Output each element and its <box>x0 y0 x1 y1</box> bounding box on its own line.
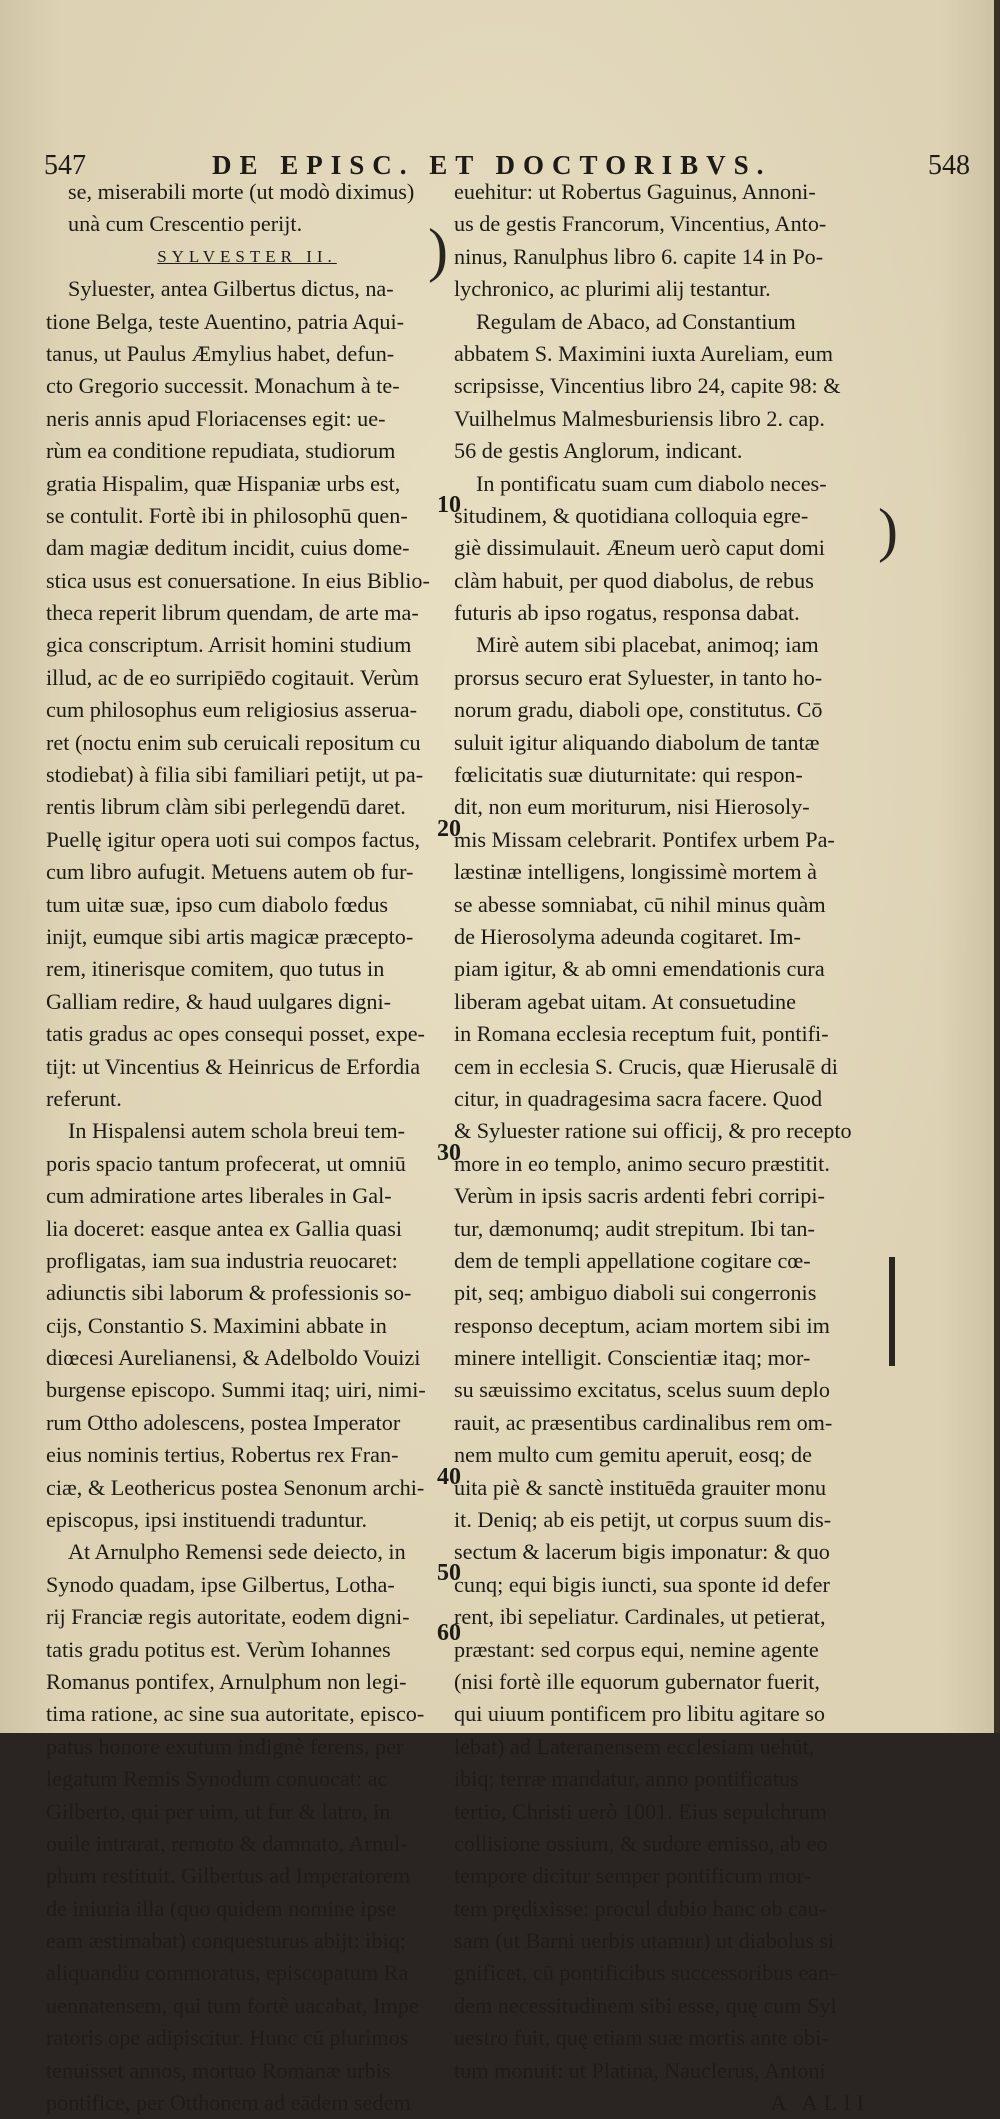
text-line: Verùm in ipsis sacris ardenti febri corripi- <box>454 1183 825 1209</box>
text-line: tima ratione, ac sine sua autoritate, episco- <box>46 1701 425 1727</box>
marginal-bracket: | <box>880 1233 905 1366</box>
text-line: ouile intrarat, remoto & damnato, Arnul- <box>46 1830 408 1856</box>
text-line: tur, dæmonumq; audit strepitum. Ibi tan- <box>454 1215 815 1241</box>
text-line: tanus, ut Paulus Æmylius habet, defun- <box>46 340 395 366</box>
text-line: Mirè autem sibi placebat, animoq; iam <box>476 632 819 658</box>
line-number-20: 20 <box>437 816 461 842</box>
text-line: collisione ossium, & sudore emisso, ab eo <box>454 1830 828 1856</box>
text-line: de iniuria illa (quo quidem nomine ipse <box>46 1895 396 1921</box>
text-line: dem de templi appellatione cogitare cœ- <box>454 1247 811 1273</box>
text-line: in Romana ecclesia receptum fuit, pontifi- <box>454 1021 829 1047</box>
text-line: se, miserabili morte (ut modò diximus) <box>68 179 415 204</box>
left-page-number: 547 <box>44 150 86 181</box>
text-line: qui uiuum pontificem pro libitu agitare so <box>454 1701 825 1727</box>
text-line: neris annis apud Floriacenses egit: ue- <box>46 405 386 431</box>
text-line: tertio, Christi uerò 1001. Eius sepulchrum <box>454 1798 827 1824</box>
text-line: In pontificatu suam cum diabolo neces- <box>476 470 827 496</box>
text-line: dem necessitudinem sibi esse, quę cum Syl <box>454 1992 837 2018</box>
text-line: cum libro aufugit. Metuens autem ob fur- <box>46 859 414 885</box>
text-line: tatis gradus ac opes consequi posset, expe- <box>46 1021 425 1047</box>
line-number-30: 30 <box>437 1140 461 1166</box>
text-line: Syluester, antea Gilbertus dictus, na- <box>68 276 394 302</box>
text-line: liberam agebat uitam. At consuetudine <box>454 988 796 1014</box>
text-line: Regulam de Abaco, ad Constantium <box>476 308 796 334</box>
text-line: Gilberto, qui per uim, ut fur & latro, in <box>46 1798 391 1824</box>
text-line: more in eo templo, animo securo præstitit. <box>454 1150 830 1176</box>
text-line: rùm ea conditione repudiata, studiorum <box>46 438 396 464</box>
text-line: rauit, ac præsentibus cardinalibus rem om- <box>454 1409 833 1435</box>
text-line: dit, non eum moriturum, nisi Hierosoly- <box>454 794 810 820</box>
text-line: gratia Hispalim, quæ Hispaniæ urbs est, <box>46 470 401 496</box>
text-line: phum restituit. Gilbertus ad Imperatorem <box>46 1863 411 1889</box>
text-line: clàm habuit, per quod diabolus, de rebus <box>454 567 814 593</box>
text-line: cem in ecclesia S. Crucis, quæ Hierusalē di <box>454 1053 838 1079</box>
text-line: profligatas, iam sua industria reuocaret: <box>46 1247 398 1273</box>
text-line: abbatem S. Maximini iuxta Aureliam, eum <box>454 340 833 366</box>
text-line: giè dissimulauit. Æneum uerò caput domi <box>454 535 825 561</box>
text-line: se abesse somniabat, cū nihil minus quàm <box>454 891 826 917</box>
text-line: rem, itinerisque comitem, quo tutus in <box>46 956 385 982</box>
text-line: præstant: sed corpus equi, nemine agente <box>454 1636 819 1662</box>
text-line: norum gradu, diaboli ope, constitutus. Cō <box>454 697 823 723</box>
text-line: ibiq; terræ mandatur, anno pontificatus <box>454 1766 799 1792</box>
marginal-bracket: ) <box>878 497 898 563</box>
text-line: rent, ibi sepeliatur. Cardinales, ut petierat, <box>454 1604 826 1630</box>
text-line: gica conscriptum. Arrisit homini studium <box>46 632 412 658</box>
text-line: uita piè & sanctè instituēda grauiter monu <box>454 1474 827 1500</box>
text-line: tem prędixisse: procul dubio hanc ob cau- <box>454 1895 827 1921</box>
text-line: tum uitæ suæ, ipso cum diabolo fœdus <box>46 891 389 917</box>
text-line: legatum Remis Synodum conuocat: ac <box>46 1766 388 1792</box>
text-line: tione Belga, teste Auentino, patria Aqui- <box>46 308 404 334</box>
text-line: Puellę igitur opera uoti sui compos factus, <box>46 826 421 852</box>
line-number-60: 60 <box>437 1620 461 1646</box>
text-line: Galliam redire, & haud uulgares digni- <box>46 988 392 1014</box>
text-line: ratoris ope adipiscitur. Hunc cū plurimos <box>46 2025 409 2051</box>
text-line: mis Missam celebrarit. Pontifex urbem Pa- <box>454 826 835 852</box>
text-line: eam æstimabat) conquesturus abijt: ibiq; <box>46 1928 406 1954</box>
text-line: lebat) ad Lateranensem ecclesiam uehūt, <box>454 1733 815 1759</box>
text-line: sectum & lacerum bigis imponatur: & quo <box>454 1539 830 1565</box>
right-column <box>454 176 870 2119</box>
text-line: cijs, Constantio S. Maximini abbate in <box>46 1312 387 1338</box>
text-line: ret (noctu enim sub ceruicali repositum cu <box>46 729 421 755</box>
text-line: cunq; equi bigis iuncti, sua sponte id defer <box>454 1571 830 1597</box>
text-line: stica usus est conuersatione. In eius Biblio- <box>46 567 430 593</box>
text-line: & Syluester ratione sui officij, & pro recepto <box>454 1118 852 1144</box>
text-line: pit, seq; ambiguo diaboli sui congerronis <box>454 1280 817 1306</box>
line-number-40: 40 <box>437 1464 461 1490</box>
text-line: rum Ottho adolescens, postea Imperator <box>46 1409 401 1435</box>
text-line: uestro fuit, quę etiam suæ mortis ante obi- <box>454 2025 829 2051</box>
text-line: 56 de gestis Anglorum, indicant. <box>454 438 743 464</box>
text-line: cto Gregorio successit. Monachum à te- <box>46 373 400 399</box>
text-line: theca reperit librum quendam, de arte ma- <box>46 600 419 626</box>
text-line: euehitur: ut Robertus Gaguinus, Annoni- <box>454 179 816 204</box>
text-line: gnificet, cū pontificibus successoribus ean- <box>454 1960 837 1986</box>
text-line: tijt: ut Vincentius & Heinricus de Erfordia <box>46 1053 421 1079</box>
text-line: tenuisset annos, mortuo Romanæ urbis <box>46 2057 391 2083</box>
text-line: cum admiratione artes liberales in Gal- <box>46 1183 392 1209</box>
text-line: lia doceret: easque antea ex Gallia quasi <box>46 1215 403 1241</box>
text-line: referunt. <box>46 1085 122 1111</box>
text-line: stodiebat) à filia sibi familiari petijt, ut pa- <box>46 762 424 788</box>
text-line: burgense episcopo. Summi itaq; uiri, nimi- <box>46 1377 426 1403</box>
text-line: At Arnulpho Remensi sede deiecto, in <box>68 1539 406 1565</box>
text-line: tempore dicitur semper pontificum mor- <box>454 1863 811 1889</box>
text-line: sam (ut Barni uerbis utamur) ut diabolus si <box>454 1928 835 1954</box>
line-number-10: 10 <box>437 492 461 518</box>
text-line: cum philosophus eum religiosius asserua- <box>46 697 417 723</box>
text-line: Romanus pontifex, Arnulphum non legi- <box>46 1668 407 1694</box>
text-line: Synodo quadam, ipse Gilbertus, Lotha- <box>46 1571 395 1597</box>
catchword: A ALII <box>770 2090 870 2116</box>
text-line: adiunctis sibi laborum & professionis so- <box>46 1280 412 1306</box>
text-line: ciæ, & Leothericus postea Senonum archi- <box>46 1474 425 1500</box>
text-line: poris spacio tantum profecerat, ut omniū <box>46 1150 406 1176</box>
text-line: de Hierosolyma adeunda cogitaret. Im- <box>454 923 801 949</box>
text-line: unà cum Crescentio perijt. <box>68 211 303 237</box>
text-line: diœcesi Aurelianensi, & Adelboldo Vouizi <box>46 1345 421 1371</box>
text-line: illud, ac de eo surripiēdo cogitauit. Verùm <box>46 664 419 690</box>
text-line: tatis gradu potitus est. Verùm Iohannes <box>46 1636 391 1662</box>
text-line: aliquandiu commoratus, episcopatum Ra <box>46 1960 409 1986</box>
text-line: pontifice, per Otthonem ad eādem sedem <box>46 2090 411 2116</box>
text-line: nem multo cum gemitu aperuit, eosq; de <box>454 1442 813 1468</box>
text-line: situdinem, & quotidiana colloquia egre- <box>454 502 809 528</box>
text-line: futuris ab ipso rogatus, responsa dabat. <box>454 600 800 626</box>
left-column <box>46 176 448 2119</box>
text-line: inijt, eumque sibi artis magicæ præcepto- <box>46 923 414 949</box>
text-line: scripsisse, Vincentius libro 24, capite 98: & <box>454 373 841 399</box>
text-line: In Hispalensi autem schola breui tem- <box>68 1118 406 1144</box>
text-line: ninus, Ranulphus libro 6. capite 14 in Po- <box>454 243 824 269</box>
text-line: us de gestis Francorum, Vincentius, Anto- <box>454 211 827 237</box>
page-edge <box>994 0 1000 1733</box>
line-number-50: 50 <box>437 1560 461 1586</box>
text-line: se contulit. Fortè ibi in philosophū quen- <box>46 502 408 528</box>
text-line: su sæuissimo excitatus, scelus suum deplo <box>454 1377 830 1403</box>
right-page-number: 548 <box>928 150 970 181</box>
text-line: patus honore exutum indignè ferens, per <box>46 1733 404 1759</box>
text-line: rentis librum clàm sibi perlegendū daret. <box>46 794 406 820</box>
text-line: fœlicitatis suæ diuturnitate: qui respon- <box>454 762 803 788</box>
section-heading: SYLVESTER II. <box>157 246 337 266</box>
text-line: uennatensem, qui tum fortè uacabat, Impe <box>46 1992 419 2018</box>
text-line: minere intelligit. Conscientiæ itaq; mor- <box>454 1345 811 1371</box>
text-line: suluit igitur aliquando diabolum de tantæ <box>454 729 820 755</box>
text-line: læstinæ intelligens, longissimè mortem à <box>454 859 817 885</box>
text-line: tum monuit: ut Platina, Nauclerus, Antoni <box>454 2057 826 2083</box>
text-line: responso deceptum, aciam mortem sibi im <box>454 1312 830 1338</box>
text-line: dam magiæ deditum incidit, cuius dome- <box>46 535 410 561</box>
text-line: Vuilhelmus Malmesburiensis libro 2. cap. <box>454 405 825 431</box>
text-line: (nisi fortè ille equorum gubernator fuerit, <box>454 1668 820 1694</box>
text-line: eius nominis tertius, Robertus rex Fran- <box>46 1442 399 1468</box>
text-line: rij Franciæ regis autoritate, eodem digni- <box>46 1604 410 1630</box>
text-line: piam igitur, & ab omni emendationis cura <box>454 956 825 982</box>
text-line: it. Deniq; ab eis petijt, ut corpus suum dis- <box>454 1507 832 1533</box>
text-line: prorsus securo erat Syluester, in tanto ho- <box>454 664 823 690</box>
text-line: episcopus, ipsi instituendi traduntur. <box>46 1507 368 1533</box>
marginal-bracket: ) <box>428 217 448 283</box>
running-title: DE EPISC. ET DOCTORIBVS. <box>212 150 772 180</box>
text-line: lychronico, ac plurimi alij testantur. <box>454 276 771 302</box>
text-line: citur, in quadragesima sacra facere. Quod <box>454 1085 823 1111</box>
